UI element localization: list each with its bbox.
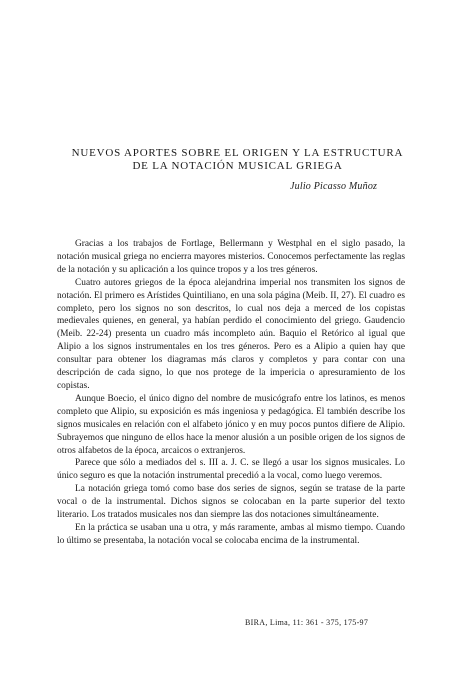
paragraph: Aunque Boecio, el único digno del nombre de musicógrafo entre los latinos, es menos completo que Alipio, su exposición es más ingeniosa y pedagógica. El también describe los signos musicales en relación con el alfabeto jónico y en muy pocos puntos difiere de Alipio. Subrayemos que ninguno de ellos hace la menor alusión a un posible origen de los signos de otros alfabetos de la época, arcaicos o extranjeros. [57, 393, 405, 456]
paragraph: En la práctica se usaban una u otra, y más raramente, ambas al mismo tiempo. Cuando lo último se presentaba, la notación vocal se colocaba encima de la instrumental. [57, 522, 405, 546]
paragraph: La notación griega tomó como base dos series de signos, según se tratase de la parte vocal o de la instrumental. Dichos signos se colocaban en la parte superior del texto literario. Los tratados musicales nos dan siempre las dos notaciones simultáneamente. [57, 484, 405, 521]
article-author: Julio Picasso Muñoz [290, 181, 378, 192]
paragraph: Cuatro autores griegos de la época alejandrina imperial nos transmiten los signos de notación. El primero es Arístides Quintiliano, en una sola página (Meib. II, 27). El cuadro es completo, pero los signos no son descritos, lo cual nos deja a merced de los copistas medievales quienes, en general, ya habían perdido el conocimiento del griego. Gaudencio (Meib. 22-24) presenta un cuadro más incompleto aún. Baquio el Retórico al igual que Alipio a los signos instrumentales en los tres géneros. Pero es a Alipio a quien hay que consultar para obtener los diagramas más claros y completos y para contar con una descripción de cada signo, lo que nos protege de la impericia o apresuramiento de los copistas. [57, 277, 405, 391]
article-title [55, 147, 420, 173]
article-body [57, 238, 405, 548]
page-footer-citation: BIRA, Lima, 11: 361 - 375, 175-97 [245, 618, 369, 627]
paragraph: Parece que sólo a mediados del s. III a. J. C. se llegó a usar los signos musicales. Lo único seguro es que la notación instrumental precedió a la vocal, como luego veremos. [57, 458, 405, 482]
paragraph: Gracias a los trabajos de Fortlage, Bellermann y Westphal en el siglo pasado, la notación musical griega no encierra mayores misterios. Conocemos perfectamente las reglas de la notación y su aplicación a los quince tropos y a los tres géneros. [57, 239, 405, 275]
article-title-line-1: NUEVOS APORTES SOBRE EL ORIGEN Y LA ESTRUCTURA [71, 147, 404, 159]
article-title-line-2: DE LA NOTACIÓN MUSICAL GRIEGA [132, 160, 343, 172]
